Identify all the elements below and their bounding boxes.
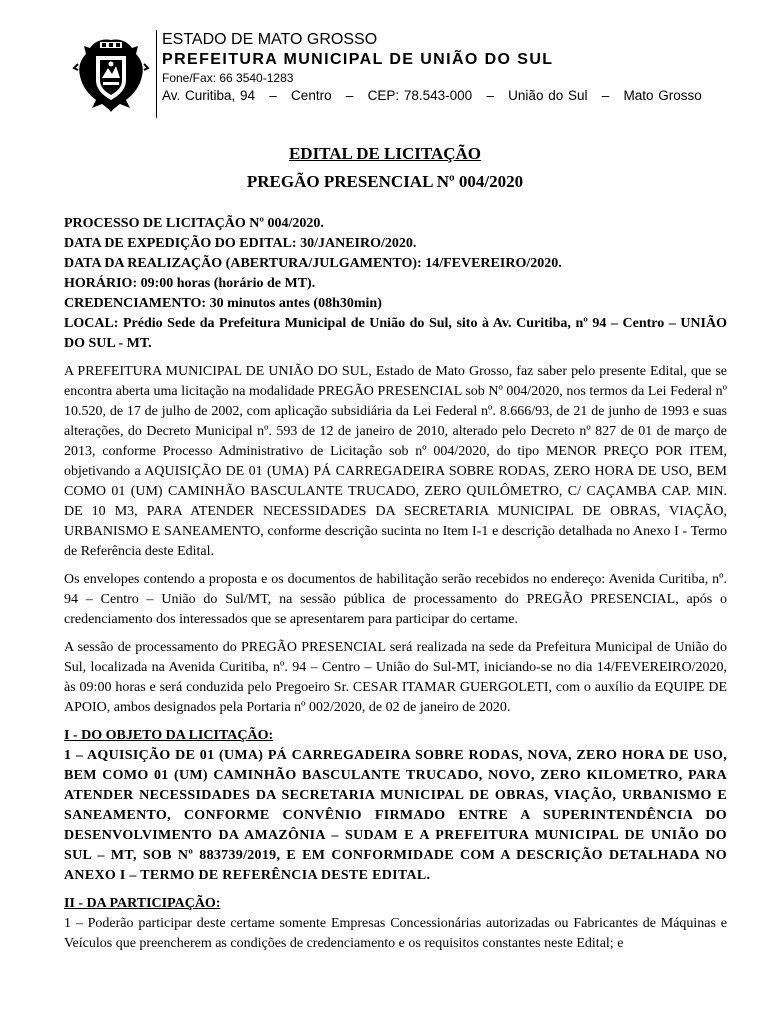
section-2-title: II - DA PARTICIPAÇÃO: [64,896,221,911]
process-info [64,214,727,354]
paragraph-envelopes: Os envelopes contendo a proposta e os documentos de habilitação serão recebidos no endereço: Avenida Curitiba, nº. 94 – Centro – União do Sul/MT, na sessão pública de processamento do PREGÃO PRESENCIAL, após o credenciamento dos interessados que se apresentarem para participar do certame. [64,572,727,627]
document-title: EDITAL DE LICITAÇÃO [288,144,482,163]
header-divider [156,30,157,118]
paragraph-intro: A PREFEITURA MUNICIPAL DE UNIÃO DO SUL, Estado de Mato Grosso, faz saber pelo presente Edital, que se encontra aberta uma licitação na modalidade PREGÃO PRESENCIAL sob Nº 004/2020, nos termos da Lei Federal nº 10.520, de 17 de julho de 2002, com aplicação subsidiária da Lei Federal nº. 8.666/93, de 21 de junho de 1993 e suas alterações, do Decreto Municipal nº. 593 de 12 de janeiro de 2010, alterado pelo Decreto nº 827 de 01 de março de 2013, conforme Processo Administrativo de Licitação sob nº 004/2020, do tipo MENOR PREÇO POR ITEM, objetivando a AQUISIÇÃO DE 01 (UMA) PÁ CARREGADEIRA SOBRE RODAS, ZERO HORA DE USO, BEM COMO 01 (UM) CAMINHÃO BASCULANTE TRUCADO, ZERO QUILÔMETRO, C/ CAÇAMBA CAP. MIN. DE 10 M3, PARA ATENDER NECESSIDADES DA SECRETARIA MUNICIPAL DE OBRAS, VIAÇÃO, URBANISMO E SANEAMENTO, conforme descrição sucinta no Item I-1 e descrição detalhada no Anexo I - Termo de Referência deste Edital. [64,364,727,559]
info-line-accreditation: CREDENCIAMENTO: 30 minutos antes (08h30min) [64,296,382,311]
info-line-time: HORÁRIO: 09:00 horas (horário de MT). [64,276,316,291]
info-line-process: PROCESSO DE LICITAÇÃO Nº 004/2020. [64,216,324,231]
document-subtitle: PREGÃO PRESENCIAL Nº 004/2020 [246,172,524,191]
document-body [64,214,727,954]
header-address: Av. Curitiba, 94 – Centro – CEP: 78.543-000 – União do Sul – Mato Grosso [162,88,702,103]
section-2-text: 1 – Poderão participar deste certame somente Empresas Concessionárias autorizadas ou Fabricantes de Máquinas e Veículos que preencherem as condições de credenciamento e os requisitos constantes neste Edital; e [64,916,727,951]
coat-of-arms-icon [72,34,150,116]
info-line-expedition-date: DATA DE EXPEDIÇÃO DO EDITAL: 30/JANEIRO/2020. [64,236,417,251]
header-fone: Fone/Fax: 66 3540-1283 [162,71,294,85]
letterhead [64,30,714,120]
header-state: ESTADO DE MATO GROSSO [162,31,378,48]
info-line-realization-date: DATA DA REALIZAÇÃO (ABERTURA/JULGAMENTO): 14/FEVEREIRO/2020. [64,256,562,271]
section-1-title: I - DO OBJETO DA LICITAÇÃO: [64,728,274,743]
header-info [162,30,702,104]
info-line-location: LOCAL: Prédio Sede da Prefeitura Municipal de União do Sul, sito à Av. Curitiba, nº 94 – Centro – UNIÃO DO SUL - MT. [64,316,727,351]
section-1-text: 1 – AQUISIÇÃO DE 01 (UMA) PÁ CARREGADEIRA SOBRE RODAS, NOVA, ZERO HORA DE USO, BEM COMO 01 (UM) CAMINHÃO BASCULANTE TRUCADO, NOVO, ZERO KILOMETRO, PARA ATENDER NECESSIDADES DA SECRETARIA MUNICIPAL DE OBRAS, VIAÇÃO, URBANISMO E SANEAMENTO, CONFORME CONVÊNIO FIRMADO ENTRE A SUPERINTENDÊNCIA DO DESENVOLVIMENTO DA AMAZÔNIA – SUDAM E A PREFEITURA MUNICIPAL DE UNIÃO DO SUL – MT, SOB Nº 883739/2019, E EM CONFORMIDADE COM A DESCRIÇÃO DETALHADA NO ANEXO I – TERMO DE REFERÊNCIA DESTE EDITAL. [64,748,727,883]
paragraph-session: A sessão de processamento do PREGÃO PRESENCIAL será realizada na sede da Prefeitura Municipal de União do Sul, localizada na Avenida Curitiba, nº. 94 – Centro – União do Sul-MT, iniciando-se no dia 14/FEVEREIRO/2020, às 09:00 horas e será conduzida pelo Pregoeiro Sr. CESAR ITAMAR GUERGOLETI, com o auxílio da EQUIPE DE APOIO, ambos designados pela Portaria nº 002/2020, de 02 de janeiro de 2020. [64,640,727,715]
header-prefeitura: PREFEITURA MUNICIPAL DE UNIÃO DO SUL [162,51,554,68]
